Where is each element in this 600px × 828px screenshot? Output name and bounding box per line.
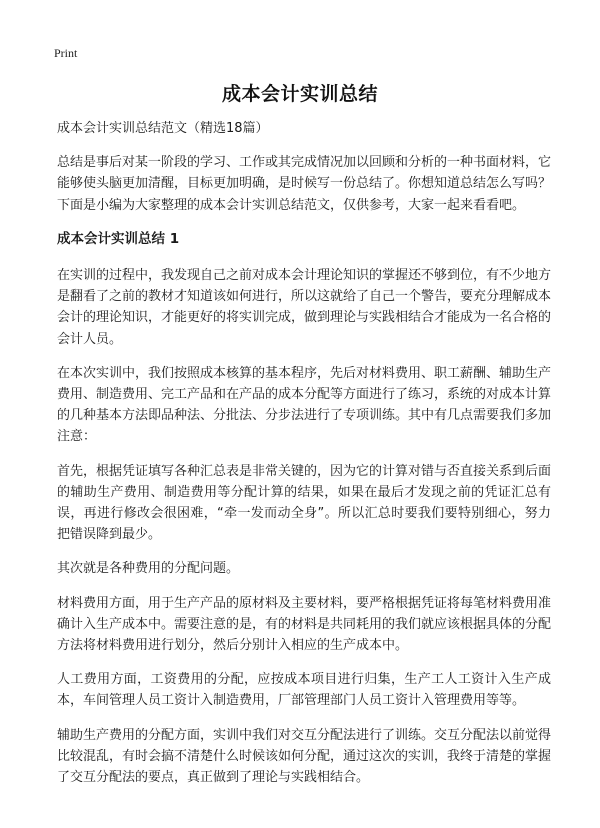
print-link[interactable]: Print: [54, 46, 78, 60]
page-title: 成本会计实训总结: [221, 83, 378, 105]
intro-paragraph: 总结是事后对某一阶段的学习、工作或其完成情况加以回顾和分析的一种书面材料，它能够使头脑更加清醒，目标更加明确，是时候写一份总结了。你想知道总结怎么写吗？下面是小编为大家整理的成本会计实训总结范文，仅供参考，大家一起来看看吧。: [57, 155, 552, 213]
paragraph: 在本次实训中，我们按照成本核算的基本程序，先后对材料费用、职工薪酬、辅助生产费用、制造费用、完工产品和在产品的成本分配等方面进行了练习，系统的对成本计算的几种基本方法即品种法、分批法、分步法进行了专项训练。其中有几点需要我们多加注意：: [57, 365, 552, 445]
paragraph: 其次就是各种费用的分配问题。: [57, 561, 240, 577]
section-heading: 成本会计实训总结 1: [57, 230, 180, 247]
paragraph: 辅助生产费用的分配方面，实训中我们对交互分配法进行了训练。交互分配法以前觉得比较混乱，有时会搞不清楚什么时候该如何分配，通过这次的实训，我终于清楚的掌握了交互分配法的要点，真正做到了理论与实践相结合。: [57, 727, 552, 786]
article-body: [57, 118, 551, 801]
paragraph: 在实训的过程中，我发现自己之前对成本会计理论知识的掌握还不够到位，有不少地方是翻看了之前的教材才知道该如何进行，所以这就给了自己一个警告，要充分理解成本会计的理论知识，才能更好的将实训完成，做到理论与实践相结合才能成为一名合格的会计人员。: [57, 268, 552, 347]
paragraph: 人工费用方面，工资费用的分配，应按成本项目进行归集，生产工人工资计入生产成本，车间管理人员工资计入制造费用，厂部管理部门人员工资计入管理费用等等。: [57, 672, 551, 709]
article-subtitle: 成本会计实训总结范文（精选18篇）: [57, 121, 269, 136]
paragraph: 材料费用方面，用于生产产品的原材料及主要材料，要严格根据凭证将每笔材料费用准确计入生产成本中。需要注意的是，有的材料是共同耗用的我们就应该根据具体的分配方法将材料费用进行划分，然后分别计入相应的生产成本中。: [57, 595, 552, 654]
paragraph: 首先，根据凭证填写各种汇总表是非常关键的，因为它的计算对错与否直接关系到后面的辅助生产费用、制造费用等分配计算的结果，如果在最后才发现之前的凭证汇总有误，再进行修改会很困难，“牵一发而动全身”。所以汇总时要我们要特别细心，努力把错误降到最少。: [57, 463, 552, 543]
